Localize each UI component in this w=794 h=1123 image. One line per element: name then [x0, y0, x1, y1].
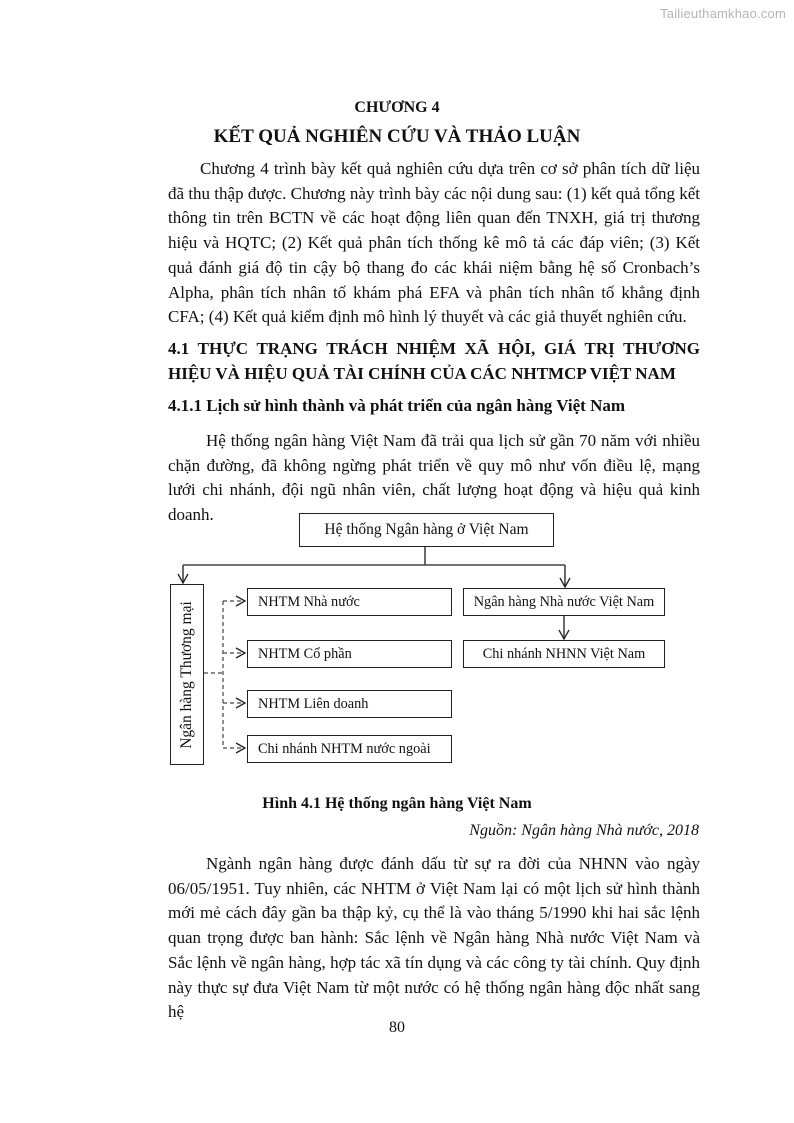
diagram-child-box: Chi nhánh NHTM nước ngoài [247, 735, 452, 763]
section-heading-line-1: 4.1 THỰC TRẠNG TRÁCH NHIỆM XÃ HỘI, GIÁ TRỊ THƯƠNG [168, 339, 700, 358]
section-heading-line-2: HIỆU VÀ HIỆU QUẢ TÀI CHÍNH CỦA CÁC NHTMCP VIỆT NAM [168, 363, 676, 383]
diagram-root-box: Hệ thống Ngân hàng ở Việt Nam [299, 513, 554, 547]
section-heading [168, 337, 700, 386]
diagram-child-box: NHTM Cổ phần [247, 640, 452, 668]
paragraph-2: Hệ thống ngân hàng Việt Nam đã trải qua lịch sử gần 70 năm với nhiều chặn đường, đã không ngừng phát triển về quy mô như vốn điều lệ, mạng lưới chi nhánh, đội ngũ nhân viên, chất lượng hoạt động và hiệu quả kinh doanh. [168, 431, 700, 525]
diagram-commercial-banks-box [170, 584, 204, 765]
chapter-title: KẾT QUẢ NGHIÊN CỨU VÀ THẢO LUẬN [213, 126, 581, 147]
figure-caption: Hình 4.1 Hệ thống ngân hàng Việt Nam [262, 795, 532, 812]
diagram-child-box: NHTM Nhà nước [247, 588, 452, 616]
intro-paragraph: Chương 4 trình bày kết quả nghiên cứu dựa trên cơ sở phân tích dữ liệu đã thu thập được. Chương này trình bày các nội dung sau: (1) kết quả tổng kết thông tin trên BCTN về các hoạt động liên quan đến TNXH, giá trị thương hiệu và HQTC; (2) Kết quả phân tích thống kê mô tả các đáp viên; (3) Kết quả đánh giá độ tin cậy bộ thang đo các khái niệm bằng hệ số Cronbach’s Alpha, phân tích nhân tố khám phá EFA và phân tích nhân tố khẳng định CFA; (4) Kết quả kiểm định mô hình lý thuyết và các giả thuyết nghiên cứu. [168, 159, 700, 327]
diagram-commercial-banks-label: Ngân hàng Thương mại [178, 600, 195, 749]
diagram-state-bank-box: Ngân hàng Nhà nước Việt Nam [463, 588, 665, 616]
figure-source: Nguồn: Ngân hàng Nhà nước, 2018 [469, 822, 699, 839]
chapter-number: CHƯƠNG 4 [354, 99, 440, 116]
watermark: Tailieuthamkhao.com [660, 6, 786, 21]
diagram-child-box: NHTM Liên doanh [247, 690, 452, 718]
diagram-state-branch-box: Chi nhánh NHNN Việt Nam [463, 640, 665, 668]
page-number: 80 [389, 1019, 405, 1036]
paragraph-3: Ngành ngân hàng được đánh dấu từ sự ra đời của NHNN vào ngày 06/05/1951. Tuy nhiên, các NHTM ở Việt Nam lại có một lịch sử hình thành mới mẻ cách đây gần ba thập kỷ, cụ thể là vào tháng 5/1990 khi hai sắc lệnh quan trọng được ban hành: Sắc lệnh về Ngân hàng Nhà nước Việt Nam và Sắc lệnh về ngân hàng, hợp tác xã tín dụng và các công ty tài chính. Quy định này thực sự đưa Việt Nam từ một nước có hệ thống ngân hàng độc nhất sang hệ [168, 854, 700, 1022]
subsection-heading: 4.1.1 Lịch sử hình thành và phát triển của ngân hàng Việt Nam [168, 396, 626, 415]
